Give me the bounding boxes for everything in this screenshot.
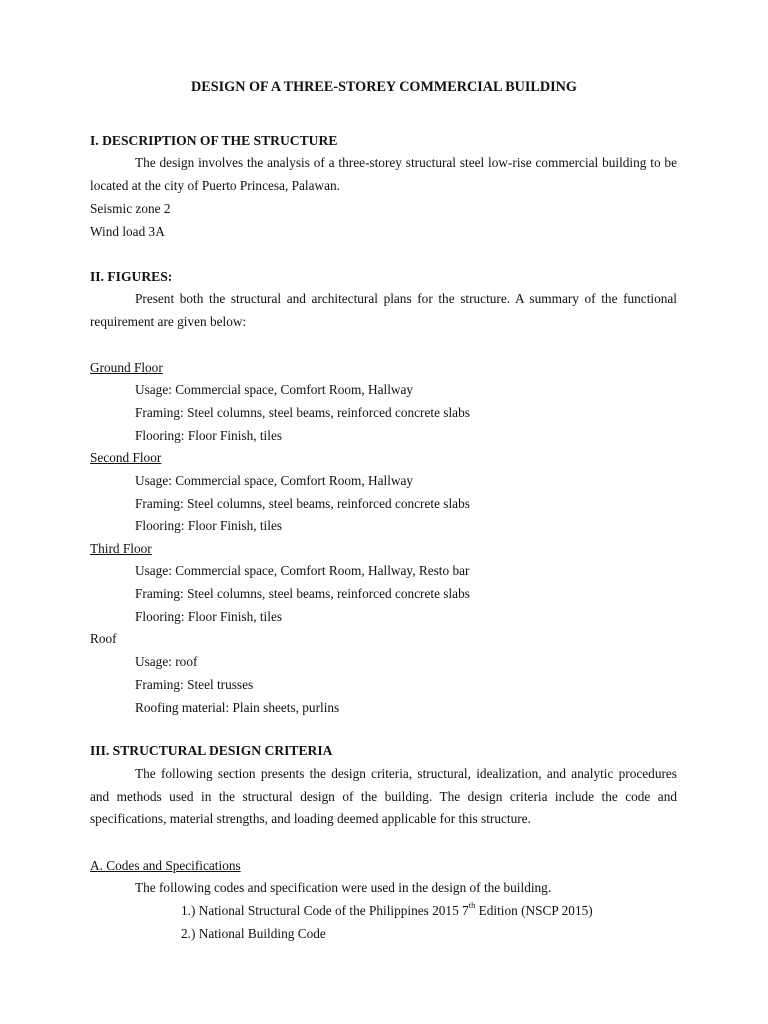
seismic-zone-text: Seismic zone 2: [90, 201, 171, 216]
third-floor-flooring: Flooring: Floor Finish, tiles: [135, 609, 283, 624]
ground-floor-usage: Usage: Commercial space, Comfort Room, Hallway: [135, 382, 414, 397]
document-title: DESIGN OF A THREE-STOREY COMMERCIAL BUILDING: [191, 79, 577, 95]
ground-floor-flooring: Flooring: Floor Finish, tiles: [135, 428, 283, 443]
code-item-1-superscript: th: [468, 900, 476, 910]
section-1-paragraph: The design involves the analysis of a three-storey structural steel low-rise commercial building to be located at the city of Puerto Princesa, Palawan.: [90, 155, 677, 193]
code-item-1-suffix: Edition (NSCP 2015): [475, 903, 593, 918]
section-3-paragraph: The following section presents the design criteria, structural, idealization, and analytic procedures and methods used in the structural design of the building. The design criteria include the code and specifications, material strengths, and loading deemed applicable for this structure.: [90, 766, 677, 827]
ground-floor-framing: Framing: Steel columns, steel beams, reinforced concrete slabs: [135, 405, 470, 420]
third-floor-label: Third Floor: [90, 541, 152, 556]
roof-usage: Usage: roof: [135, 654, 198, 669]
ground-floor-label: Ground Floor: [90, 360, 163, 375]
second-floor-usage: Usage: Commercial space, Comfort Room, Hallway: [135, 473, 414, 488]
section-2-paragraph: Present both the structural and architectural plans for the structure. A summary of the functional requirement are given below:: [90, 291, 677, 329]
roof-material: Roofing material: Plain sheets, purlins: [135, 700, 340, 715]
code-item-1: [181, 900, 593, 919]
section-1-heading: I. DESCRIPTION OF THE STRUCTURE: [90, 133, 338, 148]
second-floor-framing: Framing: Steel columns, steel beams, reinforced concrete slabs: [135, 496, 470, 511]
code-item-2: 2.) National Building Code: [181, 926, 326, 941]
second-floor-label: Second Floor: [90, 450, 162, 465]
code-item-1-text: 1.) National Structural Code of the Philippines 2015 7: [181, 903, 469, 918]
roof-framing: Framing: Steel trusses: [135, 677, 254, 692]
second-floor-flooring: Flooring: Floor Finish, tiles: [135, 518, 283, 533]
wind-load-text: Wind load 3A: [90, 224, 165, 239]
codes-intro: The following codes and specification were used in the design of the building.: [135, 880, 552, 895]
section-3-heading: III. STRUCTURAL DESIGN CRITERIA: [90, 743, 333, 758]
section-2-heading: II. FIGURES:: [90, 269, 173, 284]
third-floor-framing: Framing: Steel columns, steel beams, reinforced concrete slabs: [135, 586, 470, 601]
roof-label: Roof: [90, 631, 117, 646]
codes-specifications-heading: A. Codes and Specifications: [90, 858, 241, 873]
third-floor-usage: Usage: Commercial space, Comfort Room, Hallway, Resto bar: [135, 563, 470, 578]
